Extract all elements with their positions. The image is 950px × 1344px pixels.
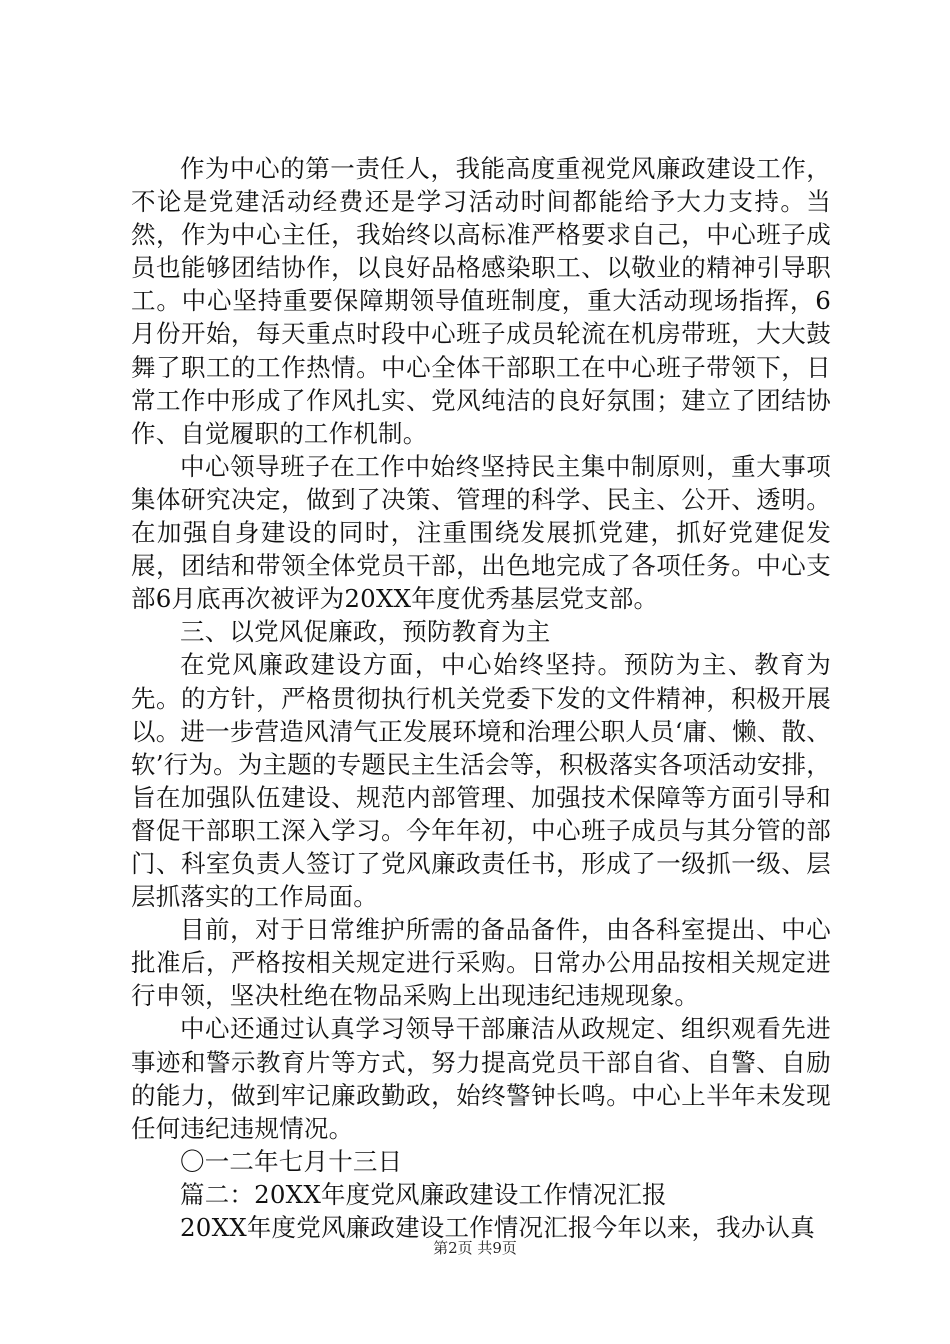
paragraph-3: 在党风廉政建设方面，中心始终坚持。预防为主、教育为先。的方针，严格贯彻执行机关党委下发的文件精神，积极开展以。进一步营造风清气正发展环境和治理公职人员‘庸、懒、散、软’行为。为主题的专题民主生活会等，积极落实各项活动安排，旨在加强队伍建设、规范内部管理、加强技术保障等方面引导和督促干部职工深入学习。今年年初，中心班子成员与其分管的部门、科室负责人签订了党风廉政责任书，形成了一级抓一级、层层抓落实的工作局面。 — [131, 650, 831, 912]
paragraph-1: 作为中心的第一责任人，我能高度重视党风廉政建设工作，不论是党建活动经费还是学习活动时间都能给予大力支持。当然，作为中心主任，我始终以高标准严格要求自己，中心班子成员也能够团结协作，以良好品格感染职工、以敬业的精神引导职工。中心坚持重要保障期领导值班制度，重大活动现场指挥，6月份开始，每天重点时段中心班子成员轮流在机房带班，大大鼓舞了职工的工作热情。中心全体干部职工在中心班子带领下，日常工作中形成了作风扎实、党风纯洁的良好氛围；建立了团结协作、自觉履职的工作机制。 — [131, 154, 831, 448]
date-line: 〇一二年七月十三日 — [180, 1146, 403, 1176]
page-number-footer: 第2页 共9页 — [433, 1239, 517, 1257]
document-body — [131, 152, 831, 1244]
chapter-title: 篇二：20XX年度党风廉政建设工作情况汇报 — [180, 1179, 667, 1209]
final-line: 20XX年度党风廉政建设工作情况汇报今年以来，我办认真 — [180, 1213, 815, 1242]
paragraph-2: 中心领导班子在工作中始终坚持民主集中制原则，重大事项集体研究决定，做到了决策、管理的科学、民主、公开、透明。在加强自身建设的同时，注重围绕发展抓党建，抓好党建促发展，团结和带领全体党员干部，出色地完成了各项任务。中心支部6月底再次被评为20XX年度优秀基层党支部。 — [131, 451, 831, 614]
section-heading: 三、以党风促廉政，预防教育为主 — [180, 617, 551, 647]
paragraph-5: 中心还通过认真学习领导干部廉洁从政规定、组织观看先进事迹和警示教育片等方式，努力提高党员干部自省、自警、自励的能力，做到牢记廉政勤政，始终警钟长鸣。中心上半年未发现任何违纪违规情况。 — [131, 1014, 831, 1143]
paragraph-4: 目前，对于日常维护所需的备品备件，由各科室提出、中心批准后，严格按相关规定进行采购。日常办公用品按相关规定进行申领，坚决杜绝在物品采购上出现违纪违规现象。 — [131, 915, 831, 1011]
